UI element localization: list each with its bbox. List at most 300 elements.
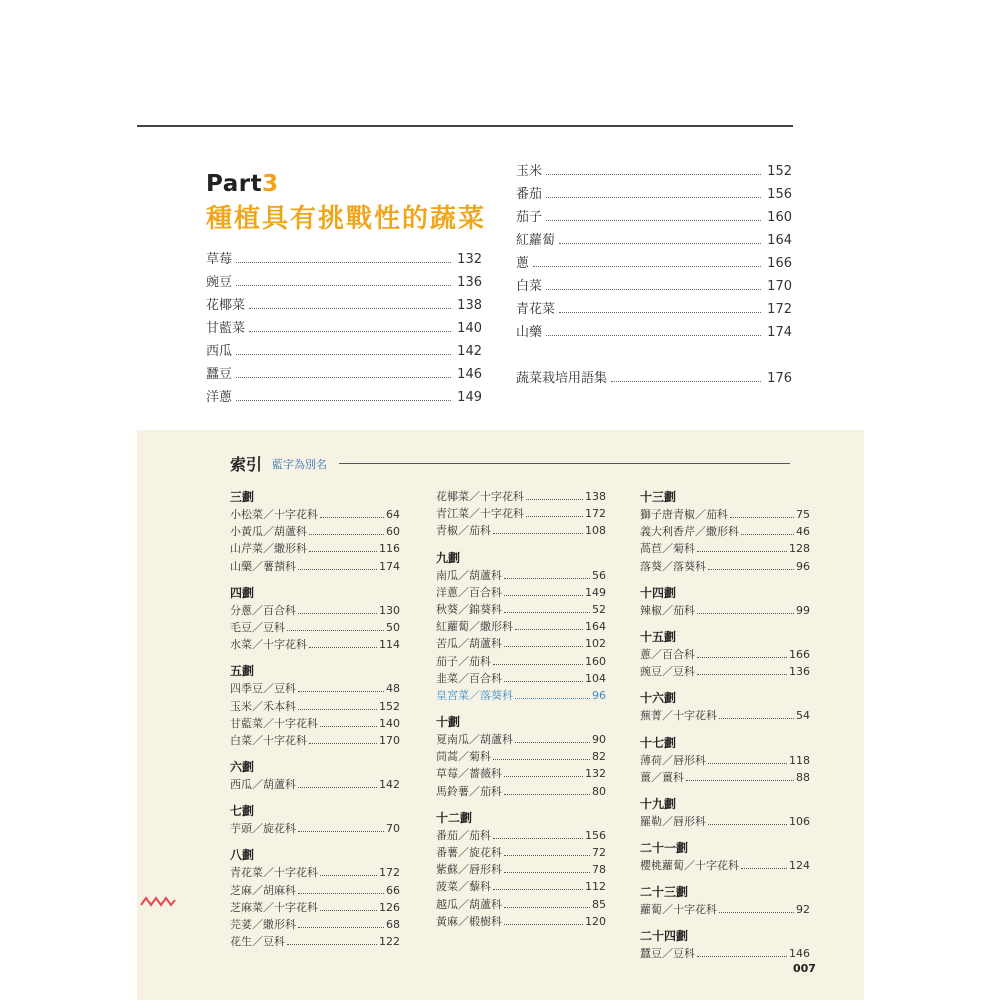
index-leader-dots (526, 516, 583, 517)
toc-entry[interactable] (206, 294, 482, 317)
index-entry (230, 916, 400, 933)
index-leader-dots (298, 831, 384, 832)
toc-entry[interactable] (206, 363, 482, 386)
index-entry-page: 88 (796, 770, 810, 784)
toc-entry-title: 蔥 (516, 256, 530, 271)
index-entry-page: 112 (585, 880, 606, 894)
index-entry-text: 四季豆／豆科 (230, 682, 296, 696)
index-leader-dots (686, 780, 794, 781)
index-entry-page: 122 (379, 935, 400, 949)
index-entry (436, 505, 606, 522)
toc-entry[interactable] (206, 317, 482, 340)
toc-leader-dots (546, 174, 761, 175)
index-header (230, 452, 790, 475)
index-entry-text: 南瓜／葫蘆科 (436, 568, 502, 582)
index-entry (230, 680, 400, 697)
part-number: 3 (262, 171, 279, 197)
index-leader-dots (504, 578, 590, 579)
index-group (640, 628, 810, 680)
index-panel (137, 430, 864, 1000)
index-entry (230, 899, 400, 916)
toc-right-list (516, 160, 792, 390)
index-entry-text: 山藥／薯蕷科 (230, 559, 296, 573)
toc-leader-dots (236, 400, 451, 401)
index-entry-text: 分蔥／百合科 (230, 603, 296, 617)
index-leader-dots (719, 718, 794, 719)
index-entry-page: 70 (386, 822, 400, 836)
index-entry-page: 114 (379, 638, 400, 652)
index-entry-text: 苦瓜／葫蘆科 (436, 637, 502, 651)
index-leader-dots (287, 944, 377, 945)
index-leader-dots (309, 743, 377, 744)
toc-left-list (206, 248, 482, 409)
index-entry-text: 白菜／十字花科 (230, 733, 307, 747)
index-leader-dots (504, 872, 590, 873)
index-entry-page: 96 (796, 559, 810, 573)
index-entry (230, 523, 400, 540)
index-group (230, 802, 400, 837)
index-group-heading: 二十四劃 (640, 929, 689, 944)
index-entry (436, 653, 606, 670)
index-entry (436, 635, 606, 652)
index-entry-text: 青椒／茄科 (436, 524, 491, 538)
index-entry-page: 128 (789, 542, 810, 556)
side-decoration-icon (140, 895, 176, 907)
index-leader-dots (298, 709, 377, 710)
index-leader-dots (298, 927, 384, 928)
index-entry (436, 584, 606, 601)
index-entry-text: 紅蘿蔔／繖形科 (436, 620, 513, 634)
index-leader-dots (697, 674, 787, 675)
index-leader-dots (741, 868, 787, 869)
toc-entry[interactable] (516, 275, 792, 298)
index-leader-dots (309, 647, 377, 648)
index-entry-text: 越瓜／葫蘆科 (436, 897, 502, 911)
index-leader-dots (515, 698, 590, 699)
index-entry-page: 96 (592, 688, 606, 702)
index-note: 藍字為別名 (272, 457, 328, 471)
index-entry-text: 芫荽／繖形科 (230, 918, 296, 931)
index-entry (230, 506, 400, 523)
index-entry (640, 540, 810, 557)
index-entry-page: 108 (585, 524, 606, 538)
index-entry (640, 857, 810, 874)
toc-entry-page: 156 (767, 187, 792, 202)
index-entry (640, 752, 810, 769)
index-entry (436, 567, 606, 584)
index-entry-text: 水菜／十字花科 (230, 638, 307, 652)
index-entry (436, 601, 606, 618)
index-entry-text: 萵苣／菊科 (640, 542, 695, 556)
toc-entry[interactable] (516, 160, 792, 183)
index-leader-dots (298, 691, 384, 692)
toc-entry-page: 149 (457, 390, 482, 405)
index-group (640, 734, 810, 786)
index-alias-entry (436, 687, 606, 704)
toc-entry[interactable] (516, 183, 792, 206)
index-leader-dots (320, 875, 377, 876)
index-group-heading: 三劃 (230, 490, 255, 504)
index-entry (640, 813, 810, 830)
toc-entry[interactable] (516, 321, 792, 344)
index-leader-dots (697, 551, 787, 552)
index-leader-dots (504, 794, 590, 795)
index-entry-page: 172 (585, 507, 606, 521)
index-entry-text: 蕪菁／十字花科 (640, 709, 717, 723)
index-entry-text: 義大利香芹／繖形科 (640, 525, 739, 539)
index-entry-page: 85 (592, 897, 606, 911)
index-entry-text: 草莓／薔薇科 (436, 767, 502, 781)
index-entry (230, 698, 400, 715)
index-entry-text: 韭菜／百合科 (436, 671, 502, 685)
index-entry (436, 783, 606, 800)
index-leader-dots (320, 910, 377, 911)
index-leader-dots (504, 681, 583, 682)
index-entry (230, 558, 400, 575)
index-entry-text: 芝麻菜／十字花科 (230, 900, 318, 914)
index-entry-text: 青江菜／十字花科 (436, 507, 524, 521)
index-leader-dots (719, 912, 794, 913)
part-title: 種植具有挑戰性的蔬菜 (206, 204, 487, 234)
index-entry-text: 豌豆／豆科 (640, 665, 695, 679)
toc-leader-dots (546, 220, 761, 221)
toc-leader-dots (249, 308, 451, 309)
index-leader-dots (493, 759, 590, 760)
toc-entry-page: 170 (767, 279, 792, 294)
index-leader-dots (730, 517, 794, 518)
index-group-heading: 十七劃 (640, 735, 677, 750)
index-leader-dots (741, 534, 794, 535)
index-group-heading: 四劃 (230, 585, 255, 600)
index-entry-page: 118 (789, 753, 810, 767)
index-group (436, 809, 606, 930)
toc-entry-page: 152 (767, 164, 792, 179)
index-entry (640, 707, 810, 724)
index-entry-page: 156 (585, 828, 606, 842)
index-leader-dots (697, 613, 794, 614)
index-leader-dots (708, 569, 794, 570)
index-group-heading: 六劃 (230, 760, 255, 775)
index-leader-dots (504, 907, 590, 908)
index-leader-dots (309, 551, 377, 552)
index-entry (640, 558, 810, 575)
index-leader-dots (493, 889, 583, 890)
index-group-heading: 十三劃 (640, 490, 677, 504)
index-entry (436, 896, 606, 913)
toc-entry[interactable] (206, 340, 482, 363)
index-entry-text: 黃麻／椴樹科 (436, 914, 502, 928)
index-column-1 (230, 488, 400, 959)
index-entry-page: 80 (592, 784, 606, 798)
index-entry (436, 731, 606, 748)
index-leader-dots (504, 855, 590, 856)
index-entry-page: 72 (592, 846, 606, 859)
index-leader-dots (708, 763, 787, 764)
index-entry (436, 748, 606, 765)
index-entry-text: 甘藍菜／十字花科 (230, 716, 318, 730)
index-entry (436, 522, 606, 539)
index-group-heading: 二十一劃 (640, 841, 689, 856)
index-group-heading: 二十三劃 (640, 885, 689, 900)
toc-entry-page: 138 (457, 298, 482, 313)
index-group-heading: 十劃 (436, 715, 461, 730)
index-entry (230, 540, 400, 557)
index-group (640, 927, 810, 962)
index-entry-text: 薄荷／唇形科 (640, 753, 706, 767)
index-entry-text: 蠶豆／豆科 (640, 947, 695, 961)
index-group (436, 713, 606, 800)
index-entry (436, 844, 606, 861)
index-entry (436, 861, 606, 878)
index-entry-page: 75 (796, 508, 810, 521)
index-entry (436, 878, 606, 895)
toc-entry-page: 136 (457, 275, 482, 290)
index-leader-dots (504, 776, 583, 777)
index-rule (339, 463, 790, 464)
index-entry-text: 小松菜／十字花科 (230, 508, 318, 521)
toc-entry-page: 146 (457, 367, 482, 382)
index-group (230, 846, 400, 950)
index-entry-page: 78 (592, 863, 606, 877)
index-leader-dots (526, 499, 583, 500)
toc-entry[interactable] (206, 386, 482, 409)
index-entry-page: 60 (386, 525, 400, 539)
index-leader-dots (309, 534, 384, 535)
toc-entry-title: 茄子 (516, 210, 543, 225)
index-group (640, 488, 810, 575)
index-entry-page: 164 (585, 620, 606, 634)
index-entry-page: 50 (386, 620, 400, 634)
toc-entry-title: 草莓 (206, 252, 233, 267)
index-entry-page: 120 (585, 914, 606, 928)
index-leader-dots (320, 517, 384, 518)
toc-leader-dots (533, 266, 761, 267)
index-entry-page: 166 (789, 647, 810, 661)
index-entry-page: 66 (386, 883, 400, 897)
index-entry (230, 732, 400, 749)
index-entry-page: 124 (789, 859, 810, 873)
index-leader-dots (504, 612, 590, 613)
index-leader-dots (493, 533, 583, 534)
toc-entry-page: 140 (457, 321, 482, 336)
toc-entry[interactable] (516, 229, 792, 252)
index-entry-text: 番薯／旋花科 (436, 846, 502, 859)
index-entry (640, 663, 810, 680)
index-leader-dots (298, 613, 377, 614)
index-group (640, 795, 810, 830)
index-entry-page: 52 (592, 602, 606, 616)
toc-entry-page: 166 (767, 256, 792, 271)
index-group (640, 839, 810, 874)
index-entry-page: 46 (796, 525, 810, 539)
index-entry-page: 132 (585, 767, 606, 781)
index-entry-text: 紫蘇／唇形科 (436, 863, 502, 877)
index-entry-text: 蘿蔔／十字花科 (640, 903, 717, 917)
toc-leader-dots (236, 354, 451, 355)
index-entry-page: 126 (379, 900, 400, 914)
toc-leader-dots (249, 331, 451, 332)
index-group (436, 488, 606, 540)
index-leader-dots (504, 595, 583, 596)
toc-entry-title: 玉米 (516, 164, 543, 179)
index-entry-text: 辣椒／茄科 (640, 603, 695, 617)
index-entry-page: 64 (386, 508, 400, 521)
index-entry-text: 茼蒿／菊科 (436, 750, 491, 764)
part-heading (206, 170, 486, 236)
index-leader-dots (697, 956, 787, 957)
index-group (640, 689, 810, 724)
toc-leader-dots (546, 289, 761, 290)
index-entry (436, 488, 606, 505)
index-entry-page: 82 (592, 750, 606, 764)
index-entry-page: 102 (585, 637, 606, 651)
index-leader-dots (504, 646, 583, 647)
index-entry (436, 618, 606, 635)
index-entry-text: 落葵／落葵科 (640, 559, 706, 573)
index-entry-page: 90 (592, 733, 606, 747)
index-column-3 (640, 488, 810, 972)
toc-leader-dots (559, 312, 761, 313)
toc-entry-page: 172 (767, 302, 792, 317)
toc-entry-title: 蠶豆 (206, 367, 233, 382)
index-entry (230, 820, 400, 837)
toc-entry-page: 160 (767, 210, 792, 225)
index-group (230, 488, 400, 575)
index-entry-text: 山芹菜／繖形科 (230, 542, 307, 556)
toc-entry-title: 豌豆 (206, 275, 233, 290)
part-label-text: Part (206, 171, 263, 197)
toc-entry-page: 142 (457, 344, 482, 359)
toc-entry[interactable] (206, 271, 482, 294)
index-entry-text: 芝麻／胡麻科 (230, 883, 296, 897)
index-entry-page: 136 (789, 665, 810, 679)
index-entry-page: 106 (789, 814, 810, 828)
index-leader-dots (493, 838, 583, 839)
index-entry-page: 138 (585, 490, 606, 503)
index-entry-page: 48 (386, 682, 400, 696)
index-leader-dots (298, 787, 377, 788)
toc-leader-dots (611, 381, 761, 382)
toc-entry[interactable] (516, 206, 792, 229)
index-entry-page: 174 (379, 559, 400, 573)
toc-leader-dots (236, 377, 451, 378)
index-entry (640, 945, 810, 962)
toc-leader-dots (546, 335, 761, 336)
index-leader-dots (708, 824, 787, 825)
toc-entry[interactable] (516, 298, 792, 321)
index-leader-dots (298, 569, 377, 570)
index-leader-dots (493, 664, 583, 665)
index-group-heading: 十五劃 (640, 629, 677, 644)
index-entry (230, 636, 400, 653)
toc-entry-page: 174 (767, 325, 792, 340)
index-entry-text: 薑／薑科 (640, 770, 684, 784)
index-group-heading: 十四劃 (640, 585, 677, 600)
index-entry-page: 146 (789, 947, 810, 961)
index-entry-text: 櫻桃蘿蔔／十字花科 (640, 859, 739, 873)
index-entry-text: 秋葵／錦葵科 (436, 602, 502, 616)
index-entry-page: 68 (386, 918, 400, 931)
toc-entry[interactable] (516, 252, 792, 275)
index-entry-page: 130 (379, 603, 400, 617)
toc-entry-title: 白菜 (516, 279, 543, 294)
index-entry-page: 160 (585, 654, 606, 668)
index-entry-text: 夏南瓜／葫蘆科 (436, 733, 513, 747)
index-entry-page: 140 (379, 716, 400, 730)
index-entry (436, 670, 606, 687)
toc-leader-dots (236, 262, 451, 263)
index-leader-dots (504, 924, 583, 925)
index-leader-dots (287, 630, 384, 631)
index-entry (436, 765, 606, 782)
index-group (230, 662, 400, 749)
index-entry-text: 西瓜／葫蘆科 (230, 778, 296, 792)
index-entry-text: 菠菜／藜科 (436, 880, 491, 894)
index-entry-page: 149 (585, 585, 606, 599)
index-group-heading: 八劃 (230, 848, 255, 863)
index-entry-page: 56 (592, 568, 606, 582)
toc-entry[interactable] (206, 248, 482, 271)
index-entry (230, 619, 400, 636)
index-group-heading: 九劃 (436, 550, 461, 565)
index-entry (640, 506, 810, 523)
index-entry-page: 142 (379, 778, 400, 792)
index-group-heading: 七劃 (230, 804, 255, 819)
index-entry (640, 602, 810, 619)
index-entry-text: 毛豆／豆科 (230, 620, 285, 634)
index-entry-text: 獅子唐青椒／茄科 (640, 508, 728, 521)
index-entry-page: 170 (379, 733, 400, 747)
index-entry (230, 776, 400, 793)
index-entry-text: 玉米／禾本科 (230, 699, 296, 713)
index-entry-text: 皇宮菜／落葵科 (436, 688, 513, 702)
toc-entry-title: 番茄 (516, 187, 543, 202)
toc-entry[interactable] (516, 367, 792, 390)
toc-entry-title: 洋蔥 (206, 390, 233, 405)
toc-leader-dots (559, 243, 761, 244)
toc-leader-dots (236, 285, 451, 286)
index-group (230, 584, 400, 654)
index-entry-text: 青花菜／十字花科 (230, 866, 318, 880)
index-entry-text: 小黃瓜／葫蘆科 (230, 525, 307, 539)
toc-leader-dots (546, 197, 761, 198)
index-leader-dots (515, 742, 590, 743)
index-entry-page: 104 (585, 671, 606, 685)
index-group (640, 883, 810, 918)
index-entry (640, 523, 810, 540)
index-entry-text: 花生／豆科 (230, 935, 285, 949)
index-entry-text: 芋頭／旋花科 (230, 822, 296, 836)
index-entry (230, 602, 400, 619)
index-entry-page: 99 (796, 603, 810, 617)
index-group (230, 758, 400, 793)
index-group (436, 549, 606, 705)
index-group-heading: 十六劃 (640, 691, 677, 706)
index-entry-text: 花椰菜／十字花科 (436, 490, 524, 503)
index-group (640, 584, 810, 619)
index-group-heading: 五劃 (230, 664, 255, 679)
index-entry (640, 769, 810, 786)
toc-entry-title: 花椰菜 (206, 298, 246, 313)
index-entry-page: 92 (796, 903, 810, 917)
index-entry-text: 馬鈴薯／茄科 (436, 784, 502, 798)
index-entry (230, 864, 400, 881)
index-entry-text: 洋蔥／百合科 (436, 585, 502, 599)
index-leader-dots (320, 726, 377, 727)
index-entry (436, 913, 606, 930)
top-rule (137, 125, 793, 127)
index-entry-page: 54 (796, 709, 810, 723)
